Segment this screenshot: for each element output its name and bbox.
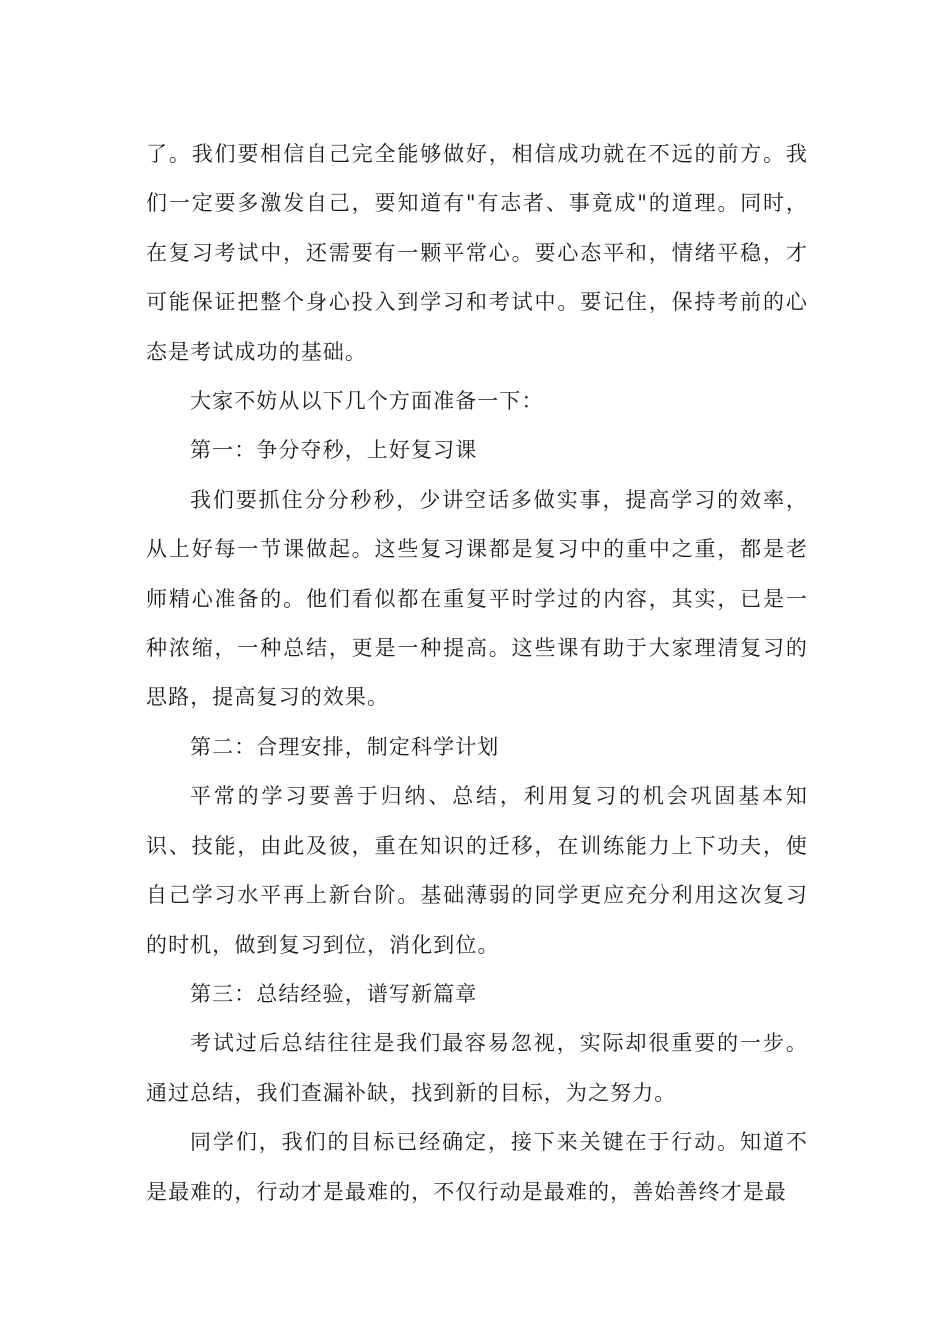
- section-heading-1: 第一：争分夺秒，上好复习课: [190, 438, 478, 463]
- paragraph-section-2: 平常的学习要善于归纳、总结，利用复习的机会巩固基本知识、技能，由此及彼，重在知识的迁移，在训练能力上下功夫，使自己学习水平再上新台阶。基础薄弱的同学更应充分利用这次复习的时机，做到复习到位，消化到位。: [146, 784, 808, 957]
- document-body: [146, 130, 808, 1217]
- paragraph-section-1: 我们要抓住分分秒秒，少讲空话多做实事，提高学习的效率，从上好每一节课做起。这些复习课都是复习中的重中之重，都是老师精心准备的。他们看似都在重复平时学过的内容，其实，已是一种浓缩，一种总结，更是一种提高。这些课有助于大家理清复习的思路，提高复习的效果。: [146, 487, 808, 710]
- paragraph-continuation: 了。我们要相信自己完全能够做好，相信成功就在不远的前方。我们一定要多激发自己，要知道有"有志者、事竟成"的道理。同时，在复习考试中，还需要有一颗平常心。要心态平和，情绪平稳，才可能保证把整个身心投入到学习和考试中。要记住，保持考前的心态是考试成功的基础。: [146, 142, 808, 364]
- section-heading-2: 第二：合理安排，制定科学计划: [190, 734, 500, 759]
- paragraph-section-3: 考试过后总结往往是我们最容易忽视，实际却很重要的一步。通过总结，我们查漏补缺，找到新的目标，为之努力。: [146, 1031, 808, 1105]
- paragraph-intro: 大家不妨从以下几个方面准备一下：: [190, 389, 544, 414]
- section-heading-3: 第三：总结经验，谱写新篇章: [190, 981, 478, 1006]
- paragraph-closing: 同学们，我们的目标已经确定，接下来关键在于行动。知道不是最难的，行动才是最难的，不仅行动是最难的，善始善终才是最: [146, 1130, 808, 1204]
